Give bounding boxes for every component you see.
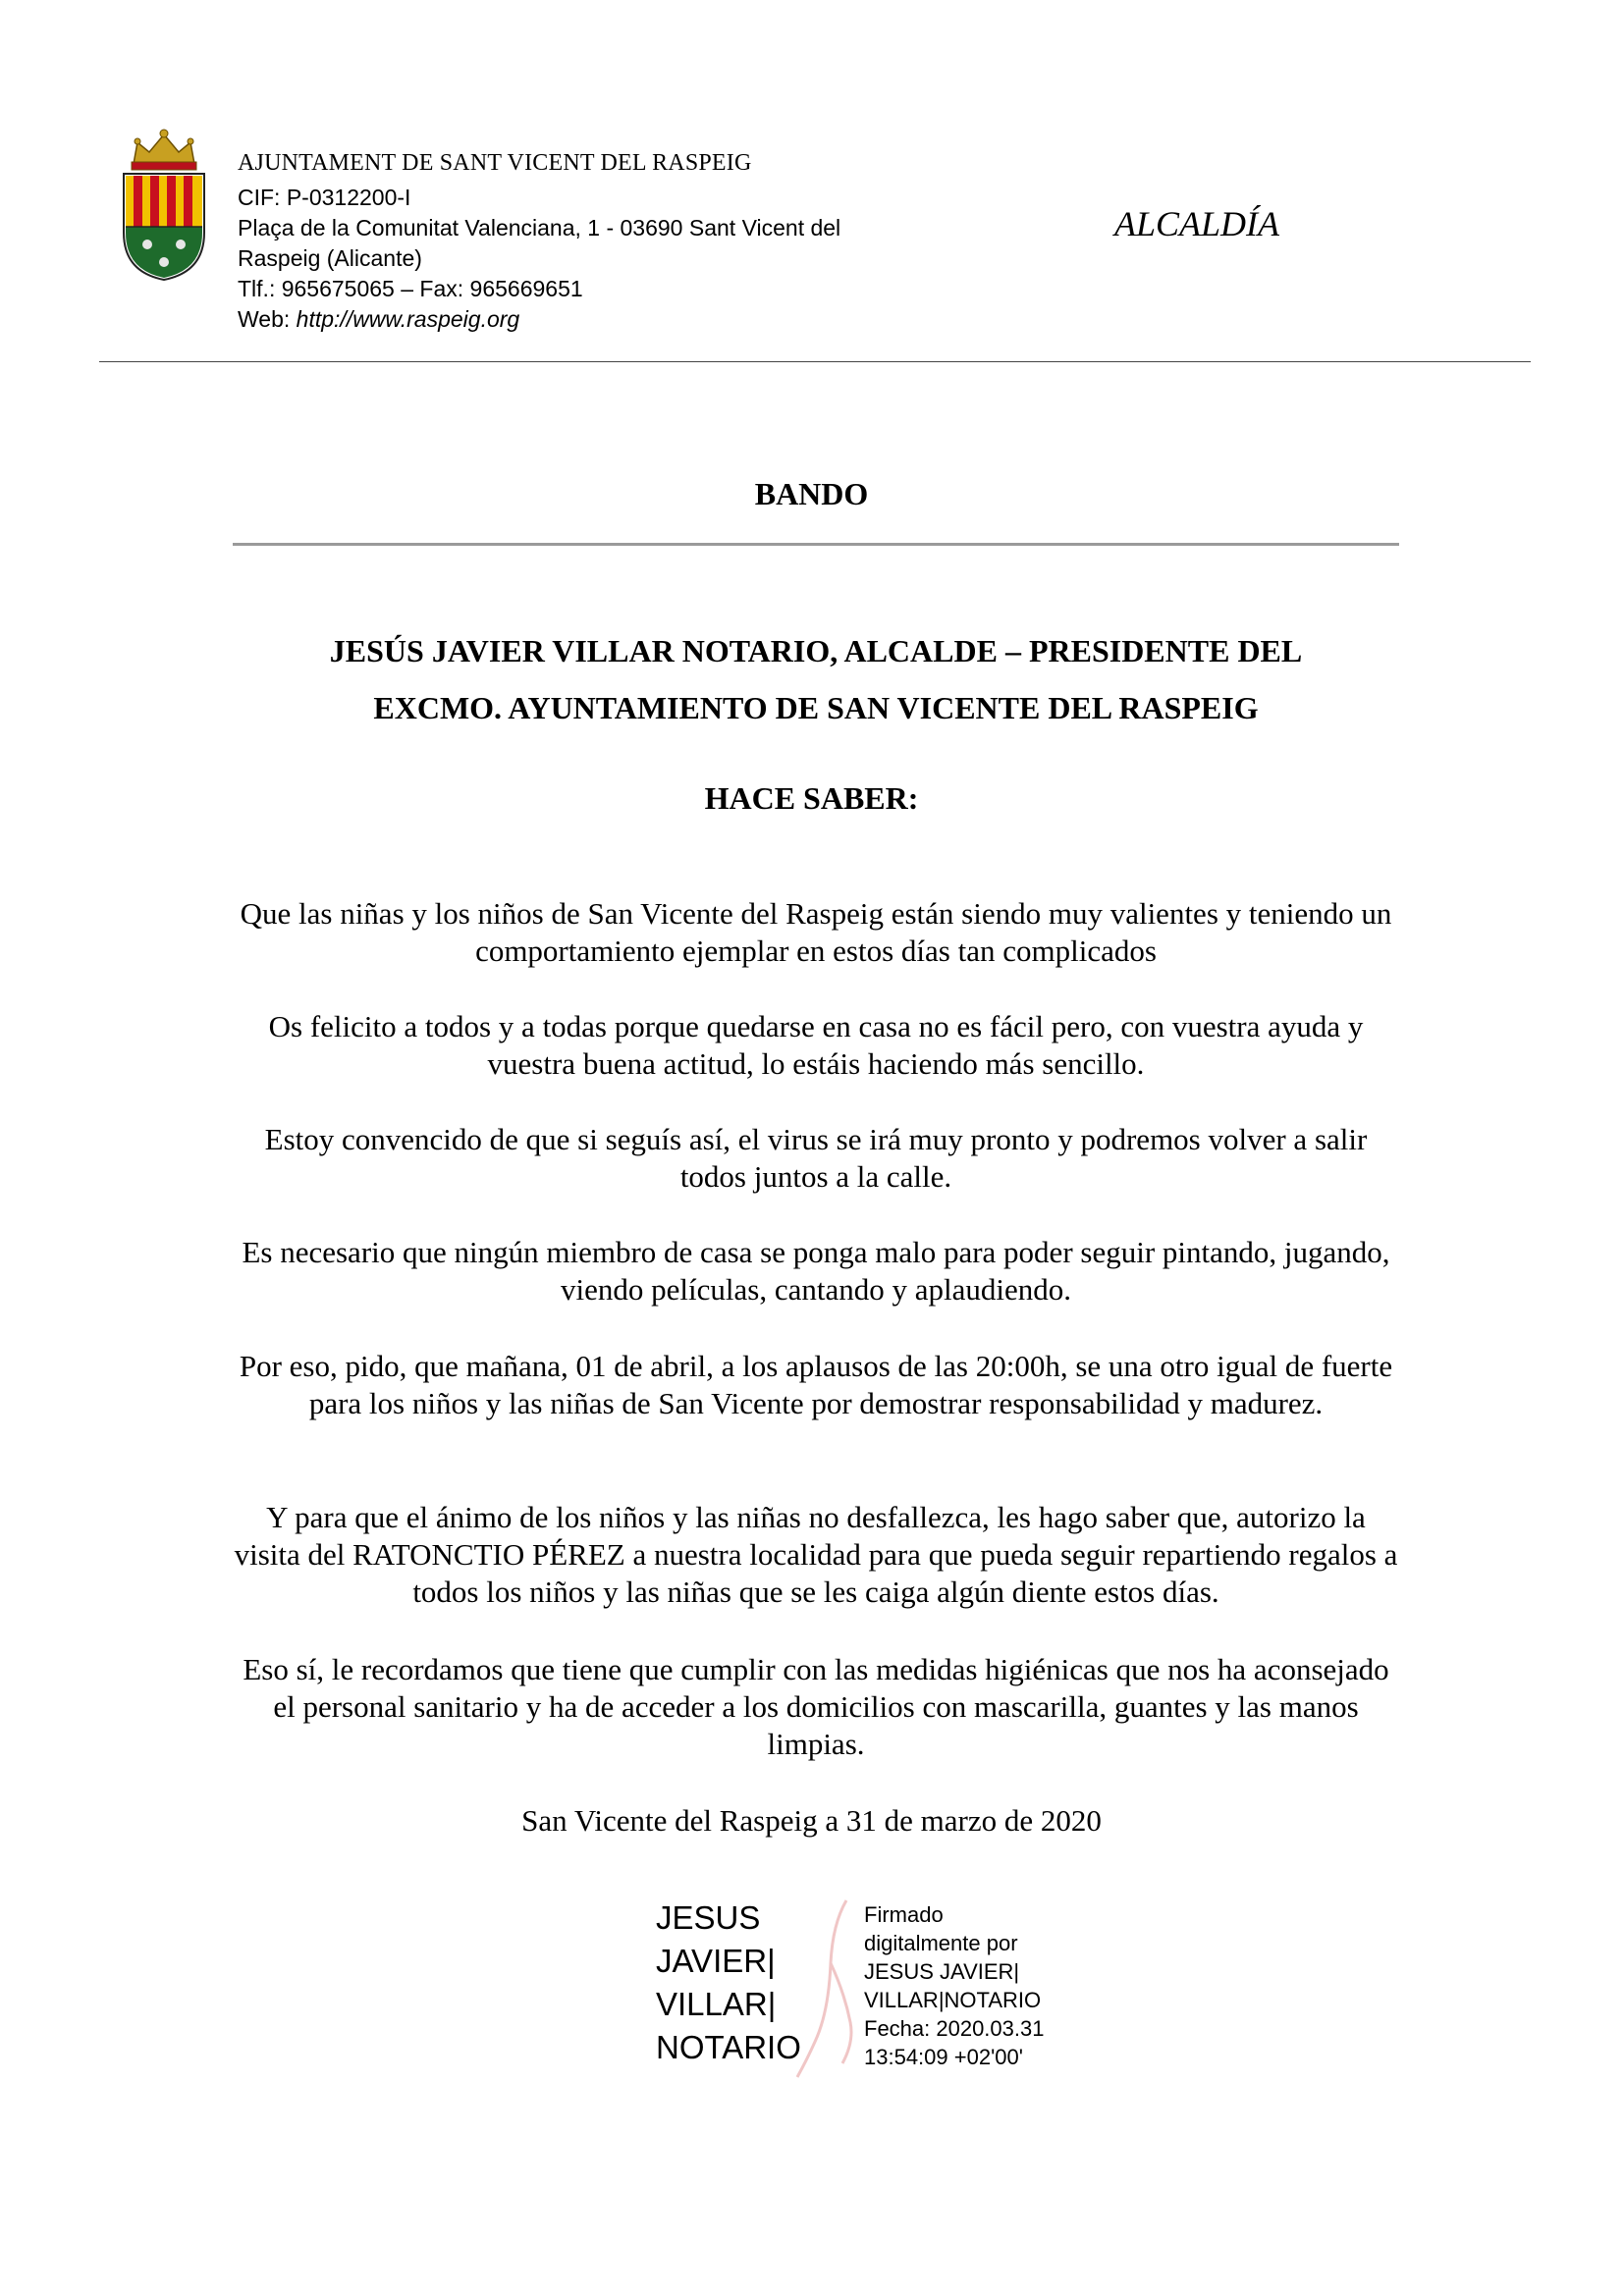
- mayor-line-1: JESÚS JAVIER VILLAR NOTARIO, ALCALDE – PRESIDENTE DEL: [329, 633, 1303, 668]
- paragraph-7: Eso sí, le recordamos que tiene que cumplir con las medidas higiénicas que nos ha aconsejado el personal sanitario y ha de acceder a los domicilios con mascarilla, guantes y las manos limpias.: [243, 1652, 1389, 1761]
- title-divider: [233, 543, 1399, 546]
- signature-name-line: JAVIER|: [656, 1943, 776, 1979]
- digital-signature-info: [864, 1900, 1044, 2071]
- signature-info-line: Firmado: [864, 1902, 944, 1927]
- signature-info-line: VILLAR|NOTARIO: [864, 1988, 1042, 2012]
- phone-fax-line: Tlf.: 965675065 – Fax: 965669651: [238, 276, 583, 301]
- signature-info-line: Fecha: 2020.03.31: [864, 2016, 1045, 2041]
- address-line-1: Plaça de la Comunitat Valenciana, 1 - 03690 Sant Vicent del: [238, 215, 841, 240]
- document-title: BANDO: [754, 476, 869, 511]
- paragraph-1: Que las niñas y los niños de San Vicente del Raspeig están siendo muy valientes y teniendo un comportamiento ejemplar en estos días tan complicados: [240, 896, 1392, 968]
- mayor-line-2: EXCMO. AYUNTAMIENTO DE SAN VICENTE DEL RASPEIG: [373, 690, 1259, 725]
- signature-info-line: 13:54:09 +02'00': [864, 2045, 1023, 2069]
- paragraph-4: Es necesario que ningún miembro de casa se ponga malo para poder seguir pintando, jugando, viendo películas, cantando y aplaudiendo.: [242, 1235, 1390, 1307]
- web-url: http://www.raspeig.org: [296, 306, 520, 332]
- signature-name-line: NOTARIO: [656, 2029, 801, 2065]
- cif-line: CIF: P-0312200-I: [238, 185, 411, 210]
- department-label: ALCALDÍA: [1114, 204, 1280, 243]
- organization-name: AJUNTAMENT DE SANT VICENT DEL RASPEIG: [238, 150, 752, 176]
- mayor-heading: [233, 622, 1399, 736]
- closing-date-line: San Vicente del Raspeig a 31 de marzo de 2020: [521, 1803, 1102, 1838]
- signature-mark-icon: [785, 1895, 864, 2081]
- paragraph-2: Os felicito a todos y a todas porque quedarse en casa no es fácil pero, con vuestra ayuda y vuestra buena actitud, lo estáis haciendo más sencillo.: [268, 1009, 1364, 1081]
- signature-info-line: digitalmente por: [864, 1931, 1018, 1955]
- signature-name: [656, 1896, 801, 2069]
- signature-name-line: JESUS: [656, 1899, 761, 1936]
- address-line-2: Raspeig (Alicante): [238, 245, 422, 271]
- paragraph-6: Y para que el ánimo de los niños y las niñas no desfallezca, les hago saber que, autorizo la visita del RATONCTIO PÉREZ a nuestra localidad para que pueda seguir repartiendo regalos a todos los niños y las niñas que se les caiga algún diente estos días.: [234, 1500, 1398, 1609]
- paragraph-3: Estoy convencido de que si seguís así, el virus se irá muy pronto y podremos volver a salir todos juntos a la calle.: [264, 1122, 1368, 1194]
- web-label: Web:: [238, 306, 297, 332]
- announcement-heading: HACE SABER:: [704, 780, 919, 816]
- web-line: [238, 304, 519, 335]
- paragraph-5: Por eso, pido, que mañana, 01 de abril, a los aplausos de las 20:00h, se una otro igual de fuerte para los niños y las niñas de San Vicente por demostrar responsabilidad y madurez.: [239, 1349, 1393, 1420]
- signature-info-line: JESUS JAVIER|: [864, 1959, 1020, 1984]
- coat-of-arms-icon: [116, 125, 212, 284]
- header-divider: [99, 361, 1531, 362]
- signature-name-line: VILLAR|: [656, 1986, 777, 2022]
